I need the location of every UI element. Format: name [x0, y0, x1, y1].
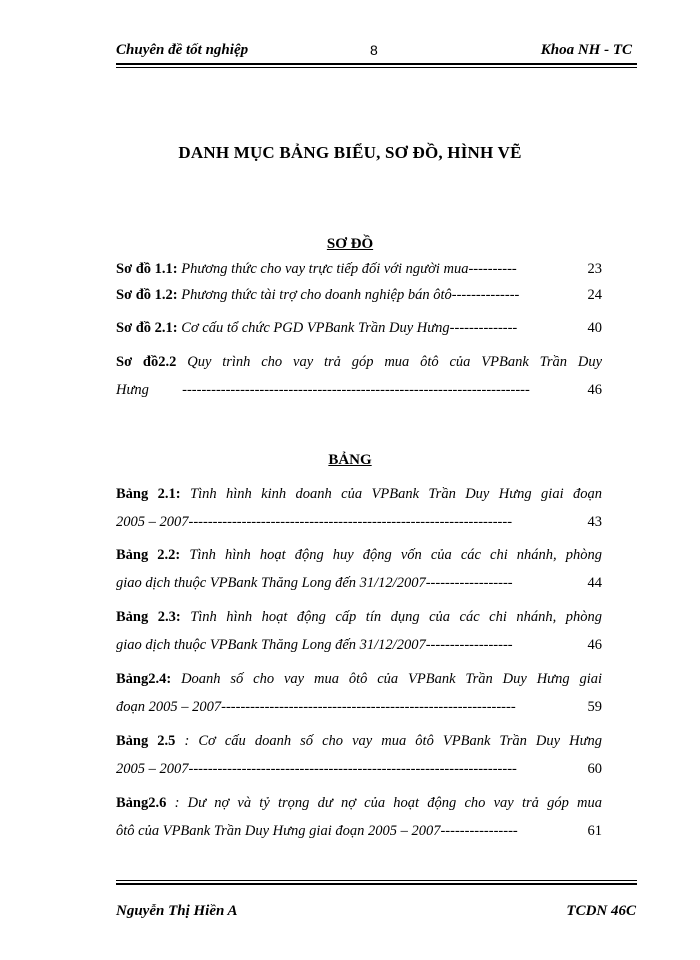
table-entry-2-1: [116, 480, 602, 536]
footer-author: Nguyễn Thị Hiền A: [116, 903, 238, 919]
entry-label: Sơ đồ 1.1:: [116, 261, 178, 277]
header-rule-thick: [116, 63, 637, 65]
header-department: Khoa NH - TC: [540, 42, 632, 58]
entry-leader: ------------------------------------------------------------------------: [182, 382, 530, 398]
table-entry-2-3: [116, 603, 602, 659]
entry-page: 46: [587, 382, 602, 398]
entry-desc-continued: 2005 – 2007--------------------------------------------------------------------: [116, 761, 517, 777]
entry-page: 43: [587, 514, 602, 530]
entry-desc: Tình hình kinh doanh của VPBank Trần Duy Hưng giai đoạn: [190, 486, 603, 502]
diagram-entry-1-2: [116, 281, 602, 309]
entry-label: Bảng2.6: [116, 795, 167, 811]
footer-rule-thin: [116, 880, 637, 881]
entry-desc: : Cơ cấu doanh số cho vay mua ôtô VPBank Trần Duy Hưng: [184, 733, 602, 749]
entry-desc: Doanh số cho vay mua ôtô của VPBank Trần Duy Hưng giai: [181, 671, 602, 687]
entry-page: 60: [587, 761, 602, 777]
entry-desc-continued: giao dịch thuộc VPBank Thăng Long đến 31/12/2007------------------: [116, 637, 513, 653]
entry-page: 46: [587, 637, 602, 653]
entry-desc: : Dư nợ và tỷ trọng dư nợ của hoạt động cho vay trả góp mua: [174, 795, 602, 811]
page-title: DANH MỤC BẢNG BIỂU, SƠ ĐỒ, HÌNH VẼ: [178, 143, 522, 162]
diagram-entry-1-1: [116, 255, 602, 283]
header-title: Chuyên đề tốt nghiệp: [116, 42, 249, 58]
entry-page: 44: [587, 575, 602, 591]
entry-desc-continued: ôtô của VPBank Trần Duy Hưng giai đoạn 2005 – 2007----------------: [116, 823, 518, 839]
table-entry-2-4: [116, 665, 602, 721]
page-header: [116, 38, 636, 62]
entry-desc: Tình hình hoạt động huy động vốn của các chi nhánh, phòng: [189, 547, 603, 563]
entry-page: 61: [587, 823, 602, 839]
table-entry-2-6: [116, 789, 602, 845]
diagrams-heading: SƠ ĐỒ: [326, 236, 374, 252]
tables-heading: BẢNG: [328, 452, 372, 468]
entry-page: 59: [587, 699, 602, 715]
entry-label: Sơ đồ2.2: [116, 354, 177, 370]
table-entry-2-5: [116, 727, 602, 783]
entry-label: Bảng 2.5: [116, 733, 176, 749]
entry-desc-continued: giao dịch thuộc VPBank Thăng Long đến 31/12/2007------------------: [116, 575, 513, 591]
entry-desc: Quy trình cho vay trả góp mua ôtô của VPBank Trần Duy: [187, 354, 603, 370]
entry-label: Sơ đồ 1.2:: [116, 287, 178, 303]
page-footer: [116, 903, 636, 927]
entry-desc: Phương thức tài trợ cho doanh nghiệp bán ôtô--------------: [181, 287, 520, 303]
footer-rule-thick: [116, 883, 637, 885]
table-entry-2-2: [116, 541, 602, 597]
entry-page: 40: [587, 320, 602, 336]
entry-label: Bảng 2.2:: [116, 547, 181, 563]
header-rule-thin: [116, 67, 637, 68]
diagram-entry-2-1: [116, 314, 602, 342]
entry-label: Bảng 2.3:: [116, 609, 181, 625]
entry-page: 23: [587, 261, 602, 277]
page-number: 8: [370, 42, 378, 58]
entry-label: Bảng2.4:: [116, 671, 172, 687]
footer-class: TCDN 46C: [566, 903, 636, 919]
entry-page: 24: [587, 287, 602, 303]
entry-desc: Tình hình hoạt động cấp tín dụng của các chi nhánh, phòng: [190, 609, 602, 625]
entry-label: Sơ đồ 2.1:: [116, 320, 178, 336]
entry-label: Bảng 2.1:: [116, 486, 181, 502]
entry-desc: Phương thức cho vay trực tiếp đối với người mua----------: [181, 261, 517, 277]
diagram-entry-2-2: [116, 348, 602, 404]
entry-desc: Cơ cấu tổ chức PGD VPBank Trần Duy Hưng--------------: [181, 320, 518, 336]
entry-desc-continued: Hưng: [116, 382, 149, 398]
entry-desc-continued: 2005 – 2007-------------------------------------------------------------------: [116, 514, 513, 530]
entry-desc-continued: đoạn 2005 – 2007-------------------------------------------------------------: [116, 699, 516, 715]
